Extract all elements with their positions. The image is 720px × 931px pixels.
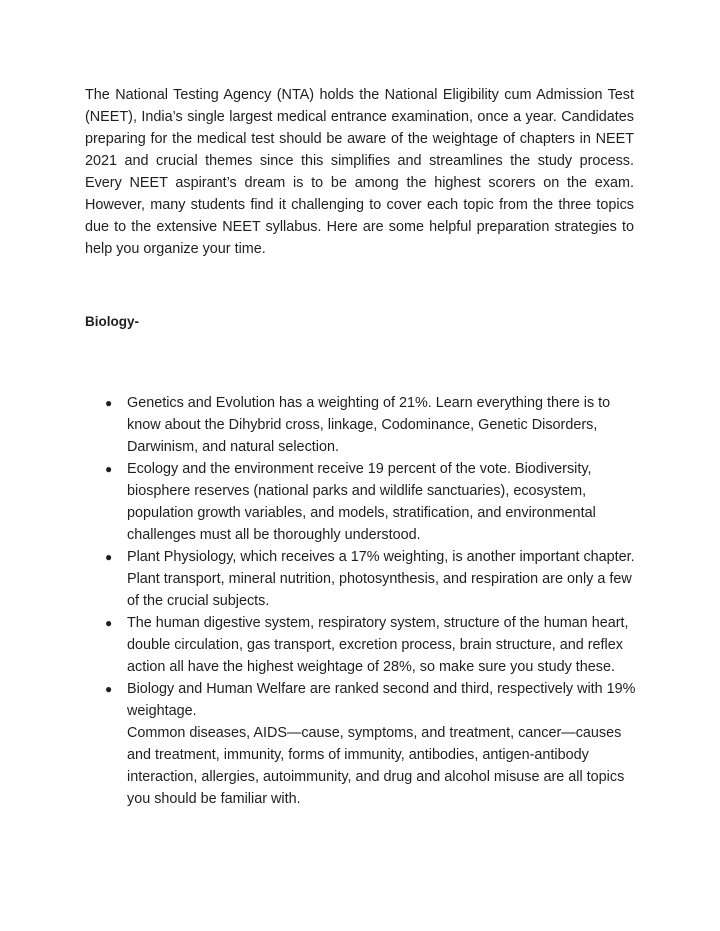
- list-item-text: Biology and Human Welfare are ranked second and third, respectively with 19% weightage.: [127, 681, 636, 719]
- list-item-ecology: [85, 458, 645, 546]
- list-item-genetics: [85, 392, 645, 458]
- list-item-human-physiology: [85, 612, 645, 678]
- bullet-icon: ●: [105, 462, 113, 476]
- bullet-icon: ●: [105, 550, 113, 564]
- bullet-icon: ●: [105, 616, 113, 630]
- bullet-icon: ●: [105, 396, 113, 410]
- intro-paragraph: The National Testing Agency (NTA) holds the National Eligibility cum Admission Test (NEET), India’s single largest medical entrance examination, once a year. Candidates preparing for the medical test should be aware of the weightage of chapters in NEET 2021 and crucial themes since this simplifies and streamlines the study process. Every NEET aspirant’s dream is to be among the highest scorers on the exam. However, many students find it challenging to cover each topic from the three topics due to the extensive NEET syllabus. Here are some helpful preparation strategies to help you organize your time.: [85, 87, 634, 257]
- list-item-plant-physiology: [85, 546, 645, 612]
- biology-bullet-list: [85, 392, 645, 810]
- list-item-text: Ecology and the environment receive 19 percent of the vote. Biodiversity, biosphere reserves (national parks and wildlife sanctuaries), ecosystem, population growth variables, and models, stratification, and environmental challenges must all be thoroughly understood.: [127, 461, 596, 543]
- list-item-continuation: Common diseases, AIDS—cause, symptoms, and treatment, cancer—causes and treatment, immunity, forms of immunity, antibodies, antigen-antibody interaction, allergies, autoimmunity, and drug and alcohol misuse are all topics you should be familiar with.: [127, 725, 625, 807]
- list-item-text: Plant Physiology, which receives a 17% weighting, is another important chapter. Plant transport, mineral nutrition, photosynthesis, and respiration are only a few of the crucial subjects.: [127, 549, 635, 609]
- bullet-icon: ●: [105, 682, 113, 696]
- list-item-human-welfare: [85, 678, 645, 810]
- list-item-text: Genetics and Evolution has a weighting of 21%. Learn everything there is to know about the Dihybrid cross, linkage, Codominance, Genetic Disorders, Darwinism, and natural selection.: [127, 395, 611, 455]
- list-item-text: The human digestive system, respiratory system, structure of the human heart, double circulation, gas transport, excretion process, brain structure, and reflex action all have the highest weightage of 28%, so make sure you study these.: [127, 615, 629, 675]
- biology-heading: Biology-: [85, 314, 139, 329]
